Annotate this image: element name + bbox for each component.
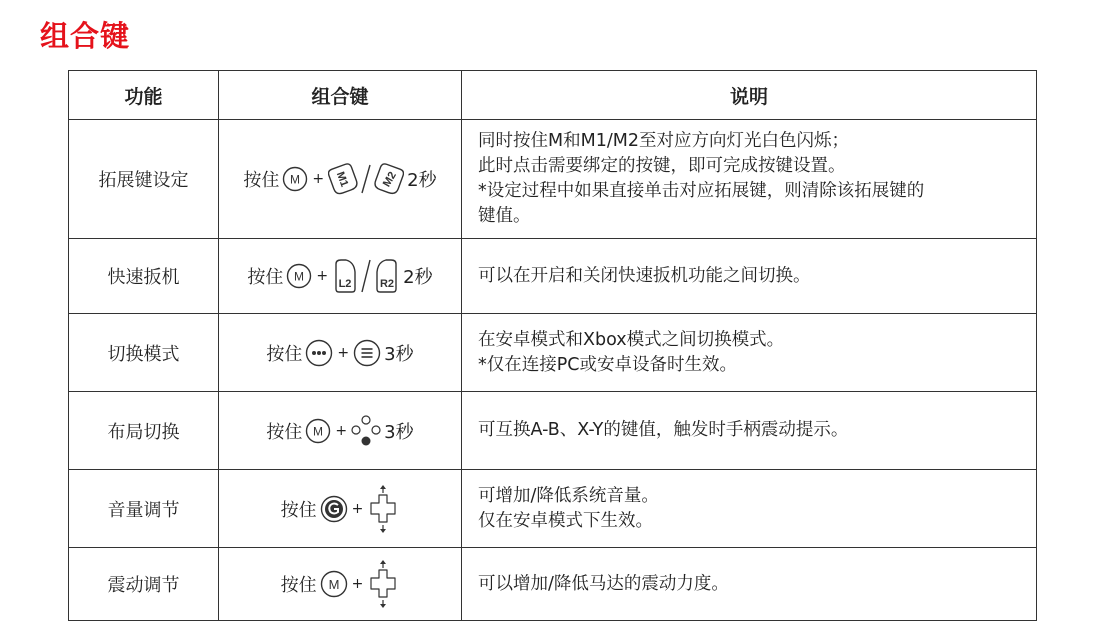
table-row xyxy=(69,392,1037,470)
svg-text:M: M xyxy=(313,424,324,438)
hold-label: 按住 xyxy=(280,575,317,596)
slash-divider xyxy=(361,163,371,195)
face-buttons-icon xyxy=(351,414,381,448)
function-cell: 切换模式 xyxy=(69,314,219,392)
description-cell xyxy=(462,314,1037,392)
header-function: 功能 xyxy=(69,71,219,120)
combo-cell xyxy=(219,120,462,239)
combo-cell xyxy=(219,470,462,548)
m-button-icon xyxy=(286,263,312,289)
description-cell xyxy=(462,470,1037,548)
combo-cell xyxy=(219,548,462,621)
menu-button-icon xyxy=(353,339,381,367)
description-line: 同时按住M和M1/M2至对应方向灯光白色闪烁； xyxy=(478,131,849,151)
header-description: 说明 xyxy=(462,71,1037,120)
header-combo: 组合键 xyxy=(219,71,462,120)
function-cell: 布局切换 xyxy=(69,392,219,470)
description-cell xyxy=(462,120,1037,239)
svg-text:M2: M2 xyxy=(380,169,400,190)
table-row xyxy=(69,548,1037,621)
m-button-icon xyxy=(305,418,331,444)
dpad-updown-icon xyxy=(367,485,399,533)
combo-cell xyxy=(219,239,462,314)
plus-sign: + xyxy=(335,422,348,439)
m-button-icon xyxy=(320,570,348,598)
dpad-updown-icon xyxy=(367,560,399,608)
plus-sign: + xyxy=(316,268,329,284)
svg-text:M: M xyxy=(294,269,305,284)
duration-label: 2秒 xyxy=(403,267,433,288)
combo-keys-table xyxy=(68,70,1037,621)
hold-label: 按住 xyxy=(280,499,317,521)
function-cell: 拓展键设定 xyxy=(69,120,219,239)
duration-label: 2秒 xyxy=(407,170,437,191)
table-header-row xyxy=(69,71,1037,120)
svg-text:R2: R2 xyxy=(380,278,395,290)
home-button-icon xyxy=(320,495,348,523)
plus-sign: + xyxy=(337,344,350,361)
plus-sign: + xyxy=(312,171,325,187)
description-line: *仅在连接PC或安卓设备时生效。 xyxy=(478,354,738,375)
table-row xyxy=(69,314,1037,392)
view-button-icon xyxy=(305,339,333,367)
l2-trigger-icon xyxy=(332,258,358,294)
svg-text:L2: L2 xyxy=(338,278,352,290)
hold-label: 按住 xyxy=(266,421,303,443)
page-title: 组合键 xyxy=(40,19,131,53)
duration-label: 3秒 xyxy=(384,343,414,365)
description-line: 在安卓模式和Xbox模式之间切换模式。 xyxy=(478,329,785,350)
table-row xyxy=(69,239,1037,314)
m2-button-icon xyxy=(374,163,404,195)
description-cell xyxy=(462,548,1037,621)
m-button-icon xyxy=(282,166,308,192)
description-line: 可以增加/降低马达的震动力度。 xyxy=(478,573,729,594)
svg-text:M1: M1 xyxy=(333,170,351,189)
function-cell: 音量调节 xyxy=(69,470,219,548)
svg-text:M: M xyxy=(290,172,301,187)
description-line: 可增加/降低系统音量。 xyxy=(478,485,659,506)
hold-label: 按住 xyxy=(266,343,303,365)
m1-button-icon xyxy=(328,163,358,195)
hold-label: 按住 xyxy=(243,170,280,191)
r2-trigger-icon xyxy=(374,258,400,294)
description-line: *设定过程中如果直接单击对应拓展键，则清除该拓展键的 xyxy=(478,181,925,201)
table-row xyxy=(69,470,1037,548)
svg-text:M: M xyxy=(328,577,340,592)
description-line: 可互换A-B、X-Y的键值，触发时手柄震动提示。 xyxy=(478,420,849,440)
table-row xyxy=(69,120,1037,239)
plus-sign: + xyxy=(351,576,364,592)
plus-sign: + xyxy=(351,500,364,517)
description-line: 可以在开启和关闭快速扳机功能之间切换。 xyxy=(478,265,811,286)
description-line: 键值。 xyxy=(478,206,531,226)
combo-cell xyxy=(219,392,462,470)
hold-label: 按住 xyxy=(247,267,284,288)
combo-cell xyxy=(219,314,462,392)
function-cell: 快速扳机 xyxy=(69,239,219,314)
description-cell xyxy=(462,239,1037,314)
duration-label: 3秒 xyxy=(384,421,414,443)
slash-divider xyxy=(361,258,371,294)
function-cell: 震动调节 xyxy=(69,548,219,621)
description-line: 此时点击需要绑定的按键，即可完成按键设置。 xyxy=(478,156,846,176)
description-line: 仅在安卓模式下生效。 xyxy=(478,510,653,531)
description-cell xyxy=(462,392,1037,470)
